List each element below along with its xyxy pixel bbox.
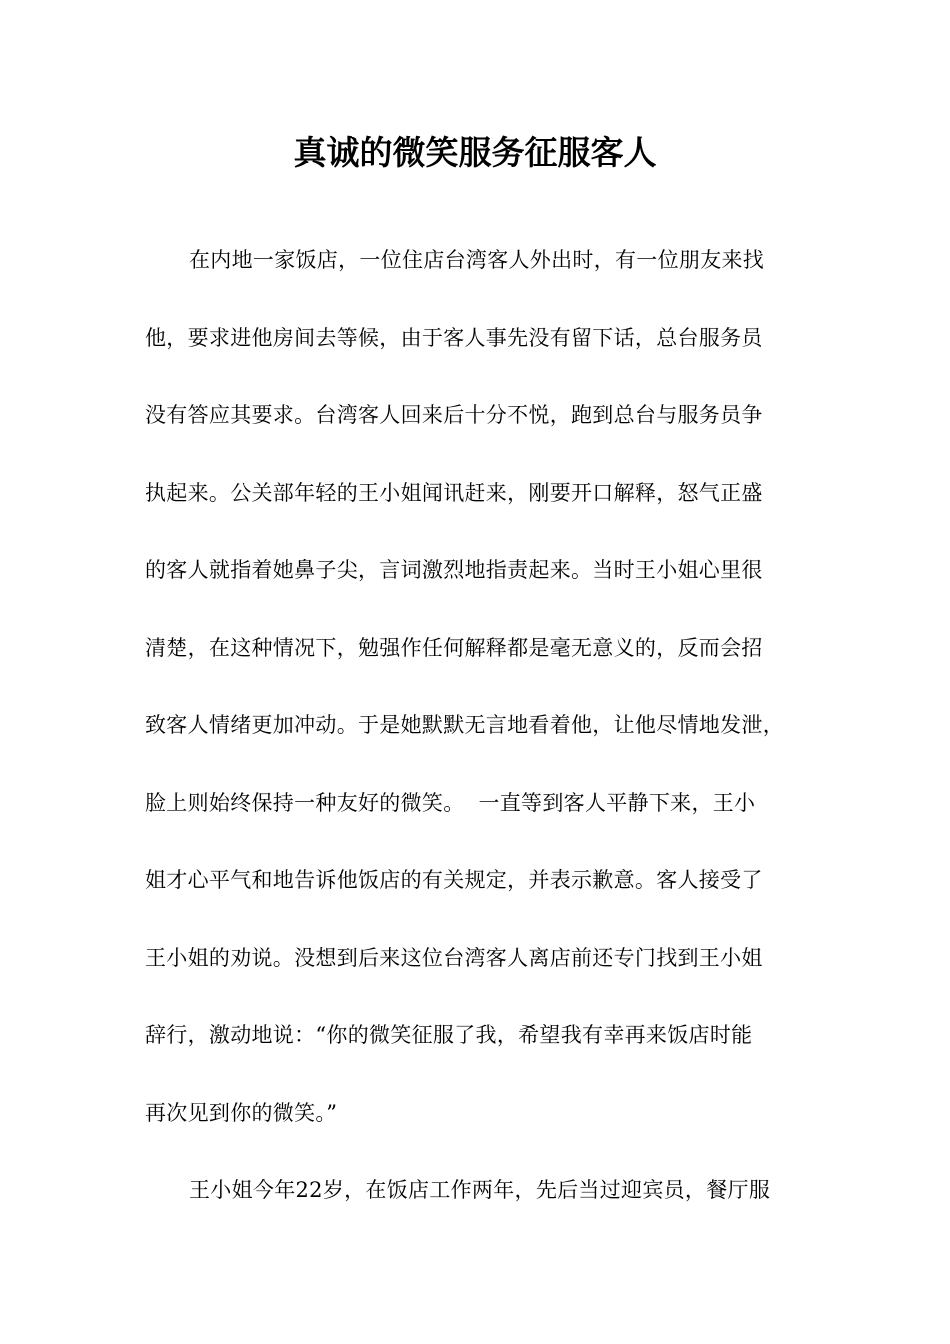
paragraph-1-line-3: 没有答应其要求。台湾客人回来后十分不悦，跑到总台与服务员争	[145, 403, 763, 427]
paragraph-1-line-7: 致客人情绪更加冲动。于是她默默无言地看着他，让他尽情地发泄，	[145, 713, 784, 737]
paragraph-1-line-4: 执起来。公关部年轻的王小姐闻讯赶来，刚要开口解释，怒气正盛	[145, 480, 763, 505]
paragraph-1-line-12: 再次见到你的微笑。”	[145, 1100, 338, 1125]
paragraph-1-line-1: 在内地一家饭店，一位住店台湾客人外出时，有一位朋友来找	[189, 248, 765, 272]
document-title: 真诚的微笑服务征服客人	[293, 133, 657, 172]
paragraph-1-line-11: 辞行，激动地说：“你的微笑征服了我，希望我有幸再来饭店时能	[145, 1023, 753, 1047]
paragraph-1-line-9: 姐才心平气和地告诉他饭店的有关规定，并表示歉意。客人接受了	[145, 868, 763, 892]
paragraph-1-line-8: 脸上则始终保持一种友好的微笑。 一直等到客人平静下来，王小	[145, 790, 756, 815]
paragraph-2-line-1: 王小姐今年22岁，在饭店工作两年，先后当过迎宾员，餐厅服	[189, 1178, 771, 1202]
paragraph-1-line-5: 的客人就指着她鼻子尖，言词激烈地指责起来。当时王小姐心里很	[145, 558, 763, 582]
paragraph-1-line-6: 清楚，在这种情况下，勉强作任何解释都是毫无意义的，反而会招	[145, 635, 763, 660]
paragraph-1-line-10: 王小姐的劝说。没想到后来这位台湾客人离店前还专门找到王小姐	[145, 945, 763, 970]
paragraph-1-line-2: 他，要求进他房间去等候，由于客人事先没有留下话，总台服务员	[145, 325, 763, 350]
document-body	[145, 222, 805, 1230]
